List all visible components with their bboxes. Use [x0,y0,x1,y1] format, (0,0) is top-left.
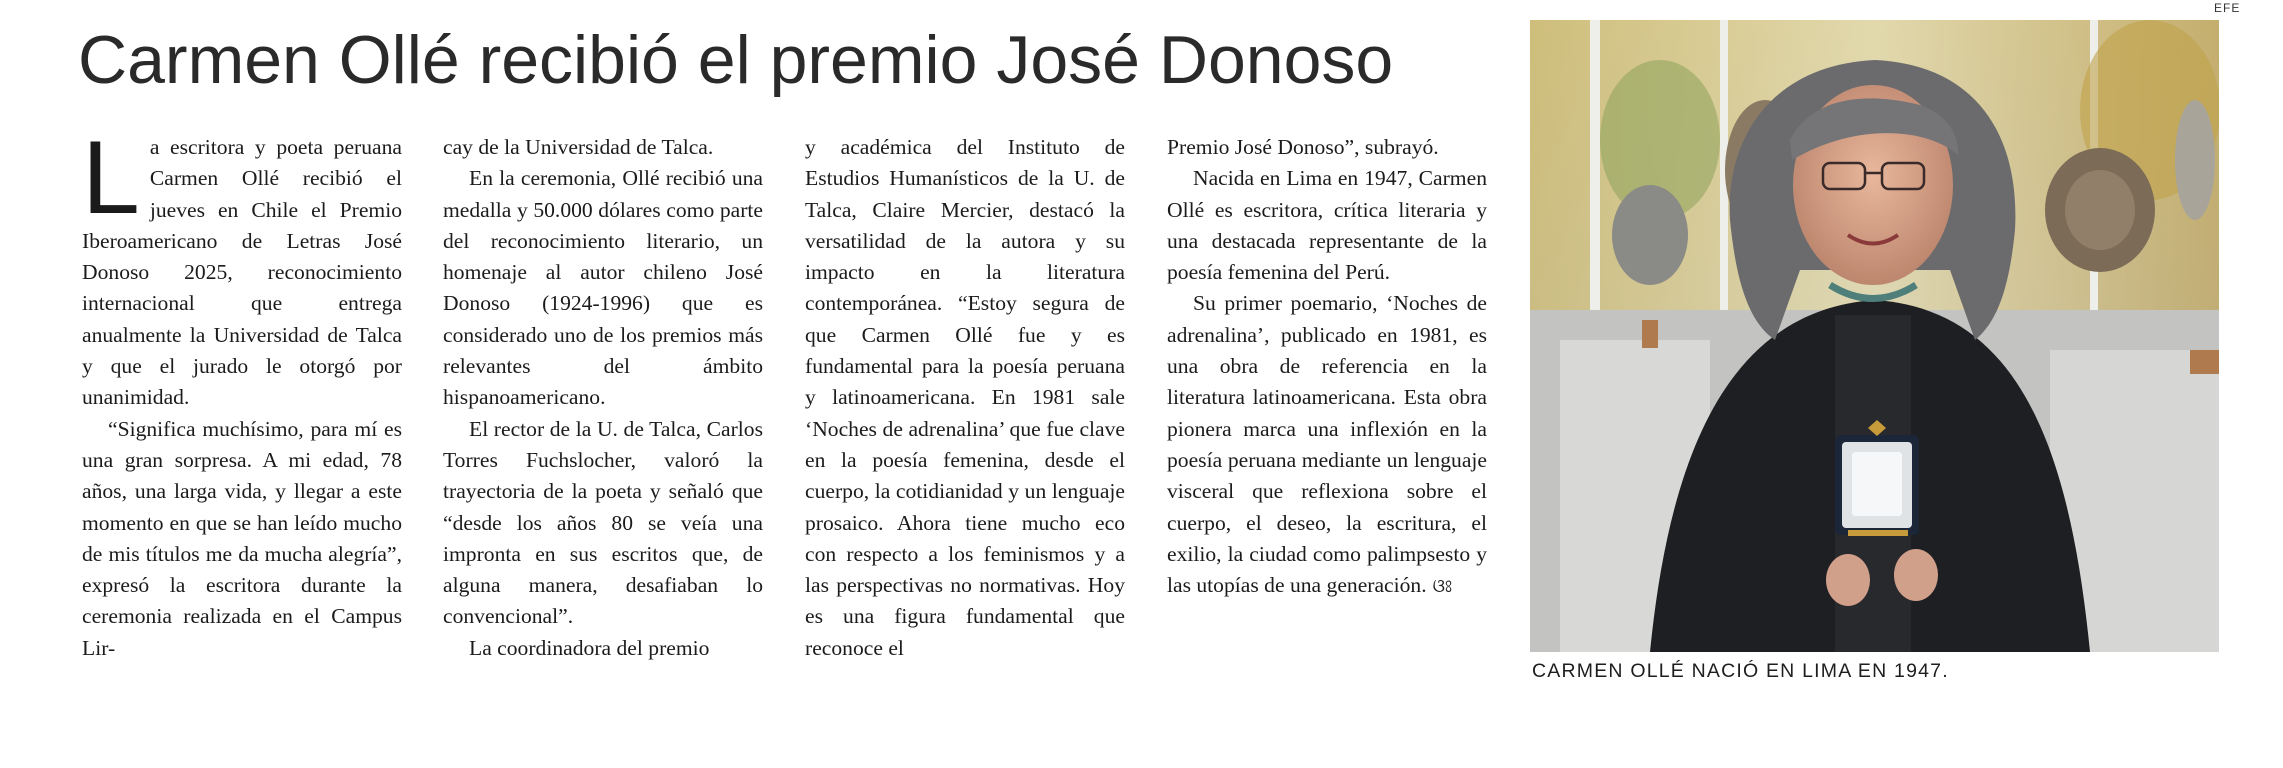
article-paragraph: La coordinadora del premio [469,635,710,660]
article-paragraph: En la ceremonia, Ollé recibió una medalla y 50.000 dólares como parte del reconocimiento literario, un homenaje al autor chileno José Donoso (1924-1996) que es considerado uno de los premios más relevantes del ámbito hispanoamericano. [443,166,763,410]
drop-cap: L [82,120,140,236]
article-paragraph: Premio José Donoso”, subrayó. [1167,135,1439,159]
article-paragraph: y académica del Instituto de Estudios Humanísticos de la U. de Talca, Claire Mercier, destacó la versatilidad de la autora y su impacto en la literatura contemporánea. “Estoy segura de que Carmen Ollé fue y es fundamental para la poesía peruana y latinoamericana. En 1981 sale ‘Noches de adrenalina’ que fue clave en la poesía femenina, desde el cuerpo, la cotidianidad y un lenguaje prosaico. Ahora tiene mucho eco con respecto a los feminismos y a las perspectivas no normativas. Hoy es una figura fundamental que reconoce el [805,135,1125,660]
article-paragraph: “Significa muchísimo, para mí es una gran sorpresa. A mi edad, 78 años, una larga vida, y llegar a este momento en que se han leído mucho de mis títulos me da mucha alegría”, expresó la escritora durante la ceremonia realizada en el Campus Lir- [82,416,402,660]
article-paragraph: El rector de la U. de Talca, Carlos Torres Fuchslocher, valoró la trayectoria de la poeta y señaló que “desde los años 80 se veía una impronta en sus escritos que, de alguna manera, desafiaban lo convencional”. [443,416,763,629]
end-of-article-mark: ଓଃ [1432,576,1453,598]
article-column-1 [82,120,402,664]
article-paragraph [1167,288,1487,602]
article-photo [1530,20,2219,652]
article-column-3 [805,132,1125,664]
article-column-2 [443,132,763,664]
headline: Carmen Ollé recibió el premio José Donoso [78,22,1394,98]
paragraph-text: a escritora y poeta peruana Carmen Ollé recibió el jueves en Chile el Premio Iberoamericano de Letras José Donoso 2025, reconocimiento internacional que entrega anualmente la Universidad de Talca y que el jurado le otorgó por unanimidad. [82,135,402,410]
article-paragraph: Nacida en Lima en 1947, Carmen Ollé es escritora, crítica literaria y una destacada representante de la poesía femenina del Perú. [1167,166,1487,285]
photo-caption: CARMEN OLLÉ NACIÓ EN LIMA EN 1947. [1532,660,1949,682]
photo-credit: EFE [2214,1,2241,15]
article-paragraph [82,120,402,414]
article-paragraph: cay de la Universidad de Talca. [443,135,714,159]
paragraph-text: Su primer poemario, ‘Noches de adrenalina’, publicado en 1981, es una obra de referencia en la literatura latinoamericana. Esta obra pionera marca una inflexión en la poesía peruana mediante un lenguaje visceral que reflexiona sobre el cuerpo, el deseo, la escritura, el exilio, la ciudad como palimpsesto y las utopías de una generación. [1167,291,1487,598]
article-column-4 [1167,132,1487,602]
